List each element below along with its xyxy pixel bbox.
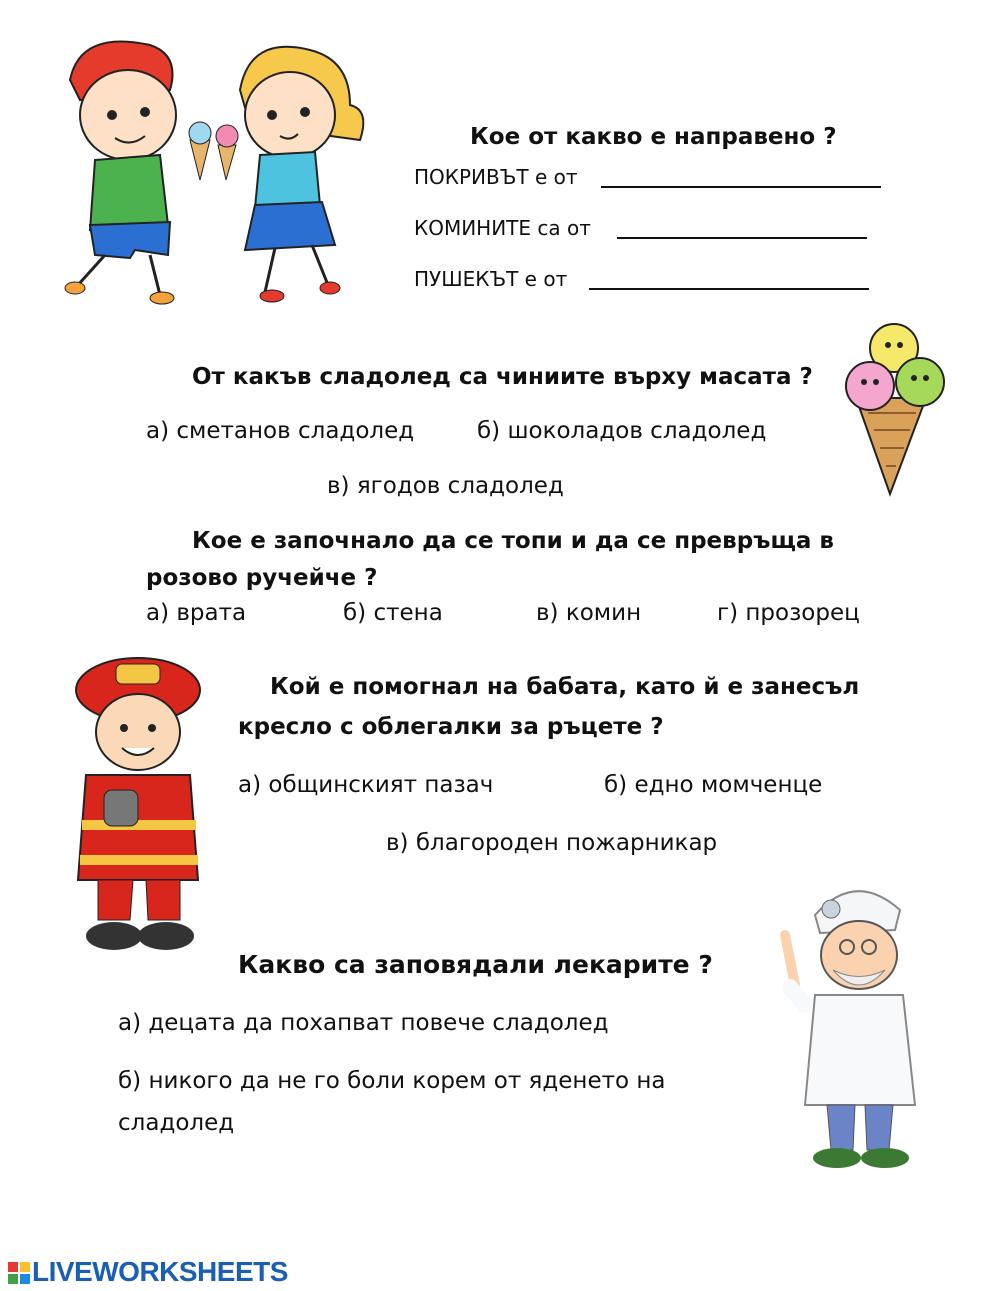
kids-with-ice-cream-illustration — [50, 30, 400, 310]
option-wall[interactable]: б) стена — [343, 600, 443, 626]
chimneys-answer-input[interactable] — [620, 212, 868, 240]
option-municipal-guard[interactable]: а) общинският пазач — [238, 772, 494, 798]
question-doctors-order: Какво са заповядали лекарите ? — [238, 950, 713, 979]
roof-label: ПОКРИВЪТ е от — [414, 165, 578, 189]
option-chocolate-ice-cream[interactable]: б) шоколадов сладолед — [477, 418, 767, 444]
question-helper-line1: Кой е помогнал на бабата, като й е занесъл — [270, 674, 860, 700]
question-what-is-made-of-what: Кое от какво е направено ? — [470, 124, 837, 150]
ice-cream-cone-illustration — [838, 318, 950, 498]
liveworksheets-logo — [8, 1256, 288, 1288]
smoke-answer-input[interactable] — [592, 263, 870, 291]
option-window[interactable]: г) прозорец — [717, 600, 860, 626]
question-helper-line2: кресло с облегалки за ръцете ? — [238, 714, 664, 740]
question-melting-line1: Кое е започнало да се топи и да се превръща в — [192, 528, 834, 554]
option-chimney[interactable]: в) комин — [536, 600, 642, 626]
smoke-label: ПУШЕКЪТ е от — [414, 267, 568, 291]
option-no-stomach-ache-line2[interactable]: сладолед — [118, 1110, 235, 1136]
roof-answer-input[interactable] — [604, 161, 882, 189]
option-no-stomach-ache-line1[interactable]: б) никого да не го боли корем от яденето на — [118, 1068, 666, 1094]
option-cream-ice-cream[interactable]: а) сметанов сладолед — [146, 418, 415, 444]
question-ice-cream-plates: От какъв сладолед са чиниите върху масата ? — [192, 364, 813, 390]
option-little-boy[interactable]: б) едно момченце — [604, 772, 823, 798]
question-melting-line2: розово ручейче ? — [146, 565, 378, 591]
option-noble-firefighter[interactable]: в) благороден пожарникар — [386, 830, 718, 856]
firefighter-illustration — [58, 650, 218, 960]
chimneys-label: КОМИНИТЕ са от — [414, 216, 591, 240]
doctor-illustration — [775, 875, 935, 1175]
liveworksheets-logo-text: LIVEWORKSHEETS — [32, 1256, 288, 1287]
option-strawberry-ice-cream[interactable]: в) ягодов сладолед — [327, 473, 564, 499]
option-door[interactable]: а) врата — [146, 600, 247, 626]
option-kids-eat-more[interactable]: а) децата да похапват повече сладолед — [118, 1010, 609, 1036]
liveworksheets-logo-icon — [8, 1262, 30, 1284]
